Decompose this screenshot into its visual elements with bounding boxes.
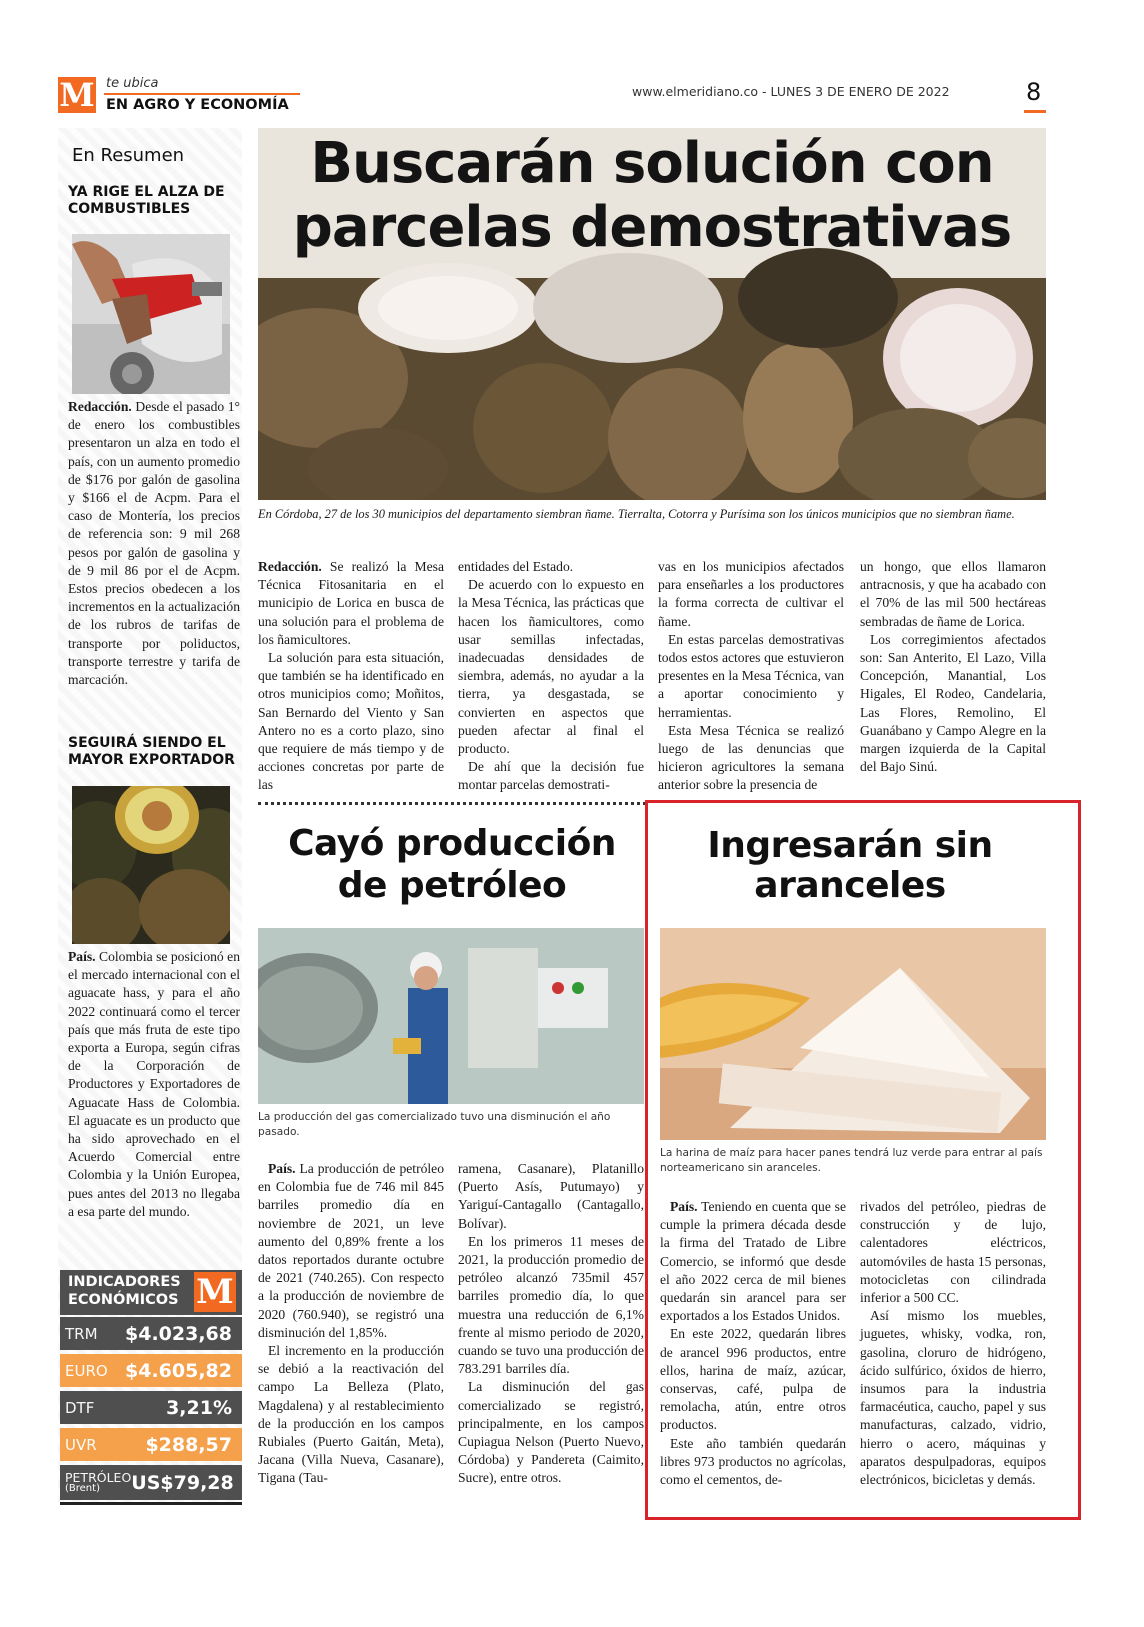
main-col-3: vas en los municipios afectados para enseñarles a los productores la forma correcta de cultivar el ñame. En estas parcelas demostrativas todos estos actores que estuvieron presentes en la Mesa Técnica, van a aportar conocimiento y herramientas. Esta Mesa Técnica se realizó luego de las denuncias que hicieron agricultores la semana anterior sobre la presencia de (658, 559, 844, 793)
main-photo-caption: En Córdoba, 27 de los 30 municipios del departamento siembran ñame. Tierralta, Cotorra y Purísima son los únicos municipios que no siembran ñame. (258, 507, 1015, 521)
main-col-1: Redacción. Se realizó la Mesa Técnica Fitosanitaria en el municipio de Lorica en busca de una solución para el problema de los ñamicultores. La solución para esta situación, que también se ha identificado en otros municipios como; Moñitos, San Bernardo del Viento y San Antero no es a corto plazo, sino que requiere de más tiempo y de acciones concretas por parte de las (258, 559, 444, 793)
indicator-value: $4.023,68 (125, 1322, 232, 1345)
sidebar-item2-text: País. Colombia se posicionó en el mercado internacional con el aguacate hass, y para el año 2022 continuará como el tercer país que más fruta de este tipo exporta a Europa, según cifras de la Corporación de Productores y Exportadores de Aguacate Hass de Colombia. El aguacate es un producto que ha sido aprovechado en el Acuerdo Comercial entre Colombia y la Unión Europea, pues antes del 2013 no llegaba a esa parte del mundo. (68, 949, 240, 1219)
indicators-logo: M (194, 1272, 236, 1312)
indicator-value: $288,57 (145, 1433, 232, 1456)
oil-worker-photo (258, 928, 644, 1104)
oil-col-1: País. La producción de petróleo en Colombia fue de 746 mil 845 barriles promedio día en noviembre de 2021, un leve aumento del 0,89% frente a los datos reportados durante octubre de 2021 (740.265). Con respecto a la producción de noviembre de 2020 (760.940), se registró una disminución del 1,85%. El incremento en la producción se debió a la reactivación del campo La Belleza (Plato, Magdalena) y al restablecimiento de la producción en los campos Rubiales (Puerto Gaitán, Meta), Jacana (Villa Nueva, Casanare), Tigana (Tau- (258, 1161, 444, 1486)
avocado-image (72, 786, 230, 944)
indicator-label: DTF (65, 1398, 95, 1417)
page-number-underline (1024, 110, 1046, 113)
sidebar-title: En Resumen (72, 145, 185, 166)
indicator-dtf (60, 1391, 242, 1424)
masthead-tagline: te ubica (106, 76, 159, 91)
indicator-value: 3,21% (166, 1396, 232, 1419)
sidebar-item1-text: Redacción. Desde el pasado 1° de enero los combustibles presentaron un alza en todo el país, con un aumento promedio de $176 por galón de gasolina y $166 el de Acpm. Para el caso de Montería, los precios de referencia son: 9 mil 268 pesos por galón de gasolina y de 9 mil 86 por el de Acpm. Estos precios obedecen a los incrementos en la actualización de los rubros de tarifas de transporte por poliductos, transporte terrestre y tarifa de marcación. (68, 399, 240, 688)
indicator-sublabel: (Brent) (65, 1482, 100, 1494)
main-headline: Buscarán solución con parcelas demostrativas (292, 131, 1012, 260)
tariffs-headline-line2: aranceles (754, 865, 946, 906)
oil-photo-caption: La producción del gas comercializado tuvo una disminución el año pasado. (258, 1111, 611, 1138)
main-col-2: entidades del Estado. De acuerdo con lo expuesto en la Mesa Técnica, las prácticas que hacen los ñamicultores, como usar semillas infectadas, inadecuadas densidades de siembra, además, no ayudar a la tierra, ya desgastada, se convierten en aspectos que pueden afectar al final el producto. De ahí que la decisión fue montar parcelas demostrati- (458, 559, 644, 793)
tariffs-col-2: rivados del petróleo, piedras de construcción y de lujo, calentadores eléctricos, automóviles de hasta 15 personas, motocicletas con cilindrada inferior a 500 CC. Así mismo los muebles, juguetes, whisky, vodka, ron, gasolina, cloruro de hidrógeno, ácido sulfúrico, óxidos de hierro, insumos para la industria farmacéutica, caucho, papel y sus manufacturas, calzado, vidrio, hierro o acero, máquinas y aparatos despulpadoras, equipos electrónicos, bicicletas y demás. (860, 1199, 1046, 1488)
oil-col-2: ramena, Casanare), Platanillo (Puerto Asís, Putumayo) y Yariguí-Cantagallo (Cantagallo, Bolívar). En los primeros 11 meses de 2021, la producción promedio de petróleo alcanzó 735mil 457 barriles promedio día, lo que muestra una reducción de 6,1% frente al mismo periodo de 2020, cuando se tuvo una producción de 783.291 barriles día. La disminución del gas comercializado se registró, principalmente, en los campos Cupiagua Nelson (Puerto Nuevo, Córdoba) y Pandereta (Caimito, Sucre), entre otros. (458, 1161, 644, 1486)
indicator-label: UVR (65, 1435, 97, 1454)
tariffs-headline-line1: Ingresarán sin (707, 825, 993, 866)
indicator-label: PETRÓLEO (65, 1469, 132, 1485)
indicator-value: US$79,28 (131, 1471, 234, 1494)
tariffs-photo-caption: La harina de maíz para hacer panes tendrá luz verde para entrar al país norteamericano sin aranceles. (660, 1147, 1043, 1174)
tariffs-col-1: País. Teniendo en cuenta que se cumple la primera década desde la firma del Tratado de Libre Comercio, se informó que desde el año 2022 cerca de mil bienes quedarán sin arancel para ser exportados a los Estados Unidos. En este 2022, quedarán libres de arancel 996 productos, entre ellos, harina de maíz, azúcar, conservas, café, pulpa de remolacha, atún, entre otros productos. Este año también quedarán libres 973 productos no agrícolas, como el cementos, de- (660, 1199, 846, 1488)
indicator-petroleo (60, 1465, 242, 1500)
masthead-section: EN AGRO Y ECONOMÍA (106, 97, 289, 113)
indicator-euro (60, 1354, 242, 1387)
main-col-4: un hongo, que ellos llamaron antracnosis, y que ha acabado con el 70% de las mil 500 hectáreas sembradas de ñame de Lorica. Los corregimientos afectados son: San Anterito, El Lazo, Villa Concepción, Manantial, Los Higales, El Rodeo, Candelaria, Las Flores, Remolino, El Guanábano y Campo Alegre en la margen izquierda de la Capital del Bajo Sinú. (860, 559, 1046, 775)
oil-headline-line1: Cayó producción (288, 823, 616, 864)
fuel-pump-image (72, 234, 230, 394)
indicators-title-line1: INDICADORES (68, 1274, 181, 1290)
indicators-bottom-rule (60, 1502, 242, 1505)
indicators-title-line2: ECONÓMICOS (68, 1292, 179, 1308)
indicator-uvr (60, 1428, 242, 1461)
oil-headline-line2: de petróleo (337, 865, 567, 906)
indicator-label: TRM (65, 1324, 98, 1343)
sidebar-item1-heading: YA RIGE EL ALZA DE COMBUSTIBLES (68, 184, 225, 217)
masthead-underline (104, 93, 300, 95)
indicator-trm (60, 1317, 242, 1350)
section-divider (258, 802, 646, 805)
corn-flour-photo (660, 928, 1046, 1140)
indicator-value: $4.605,82 (125, 1359, 232, 1382)
masthead-date-line: www.elmeridiano.co - LUNES 3 DE ENERO DE 2022 (632, 84, 950, 99)
indicator-label: EURO (65, 1361, 108, 1380)
page-number: 8 (1026, 78, 1042, 106)
sidebar-item2-heading: SEGUIRÁ SIENDO EL MAYOR EXPORTADOR (68, 735, 235, 768)
masthead-logo: M (59, 76, 95, 114)
